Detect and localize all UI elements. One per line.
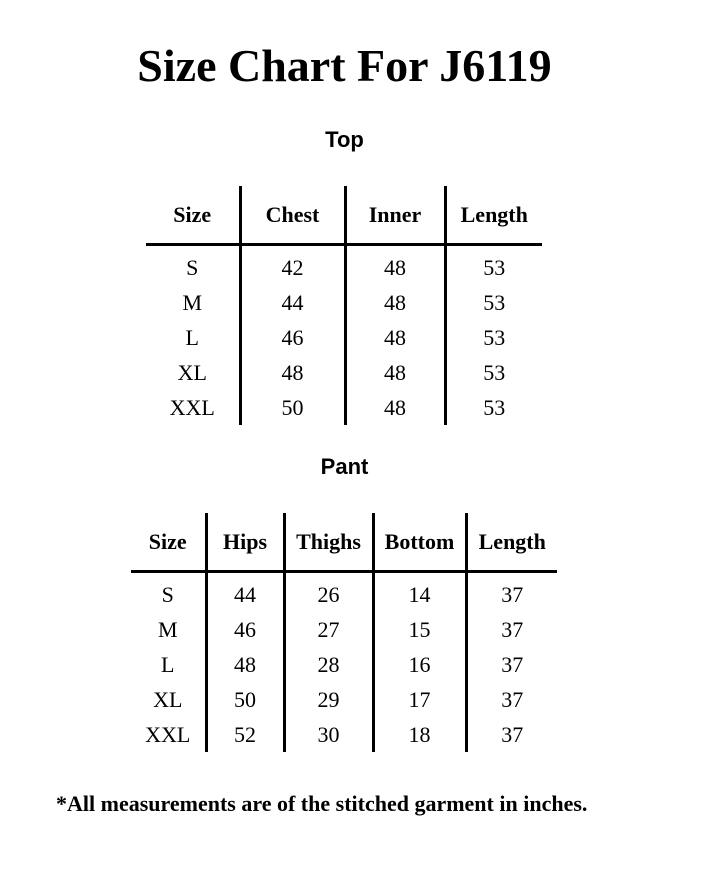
inner-cell: 48	[345, 320, 445, 355]
length-cell: 53	[445, 320, 542, 355]
inner-cell: 48	[345, 355, 445, 390]
size-cell: L	[161, 651, 175, 677]
column-header-size: Size	[146, 186, 240, 245]
table-row	[146, 320, 542, 355]
table-row	[146, 285, 542, 320]
hips-cell: 44	[206, 572, 284, 613]
length-cell: 53	[445, 390, 542, 425]
bottom-cell: 16	[373, 647, 466, 682]
pant-section-heading: Pant	[320, 454, 369, 479]
inner-cell: 48	[345, 245, 445, 286]
table-header-row	[146, 186, 542, 245]
table-row	[146, 245, 542, 286]
column-header-hips: Hips	[206, 513, 284, 572]
length-cell: 53	[445, 285, 542, 320]
chest-cell: 44	[240, 285, 345, 320]
hips-cell: 52	[206, 717, 284, 752]
thighs-cell: 27	[284, 612, 373, 647]
measurement-note: *All measurements are of the stitched garment in inches.	[56, 791, 588, 816]
table-row	[131, 717, 557, 752]
chest-cell: 48	[240, 355, 345, 390]
column-header-size: Size	[131, 513, 206, 572]
table-row	[131, 682, 557, 717]
length-cell: 37	[466, 612, 557, 647]
size-cell: M	[157, 616, 178, 642]
page-title: Size Chart For J6119	[137, 40, 552, 91]
size-cell: M	[182, 289, 203, 315]
size-cell: XL	[153, 686, 183, 712]
size-cell: XXL	[145, 721, 191, 747]
length-cell: 53	[445, 245, 542, 286]
bottom-cell: 14	[373, 572, 466, 613]
length-cell: 37	[466, 572, 557, 613]
hips-cell: 50	[206, 682, 284, 717]
thighs-cell: 29	[284, 682, 373, 717]
inner-cell: 48	[345, 390, 445, 425]
bottom-cell: 17	[373, 682, 466, 717]
size-cell: XXL	[169, 394, 215, 420]
column-header-chest: Chest	[240, 186, 345, 245]
chest-cell: 46	[240, 320, 345, 355]
table-row	[131, 572, 557, 613]
table-row	[146, 390, 542, 425]
thighs-cell: 26	[284, 572, 373, 613]
inner-cell: 48	[345, 285, 445, 320]
column-header-thighs: Thighs	[284, 513, 373, 572]
column-header-length: Length	[445, 186, 542, 245]
size-cell: L	[185, 324, 199, 350]
hips-cell: 48	[206, 647, 284, 682]
bottom-cell: 18	[373, 717, 466, 752]
bottom-cell: 15	[373, 612, 466, 647]
top-section-heading: Top	[325, 127, 364, 152]
length-cell: 37	[466, 647, 557, 682]
table-header-row	[131, 513, 557, 572]
thighs-cell: 30	[284, 717, 373, 752]
length-cell: 53	[445, 355, 542, 390]
column-header-bottom: Bottom	[373, 513, 466, 572]
top-size-table	[146, 186, 542, 425]
table-row	[131, 612, 557, 647]
length-cell: 37	[466, 682, 557, 717]
length-cell: 37	[466, 717, 557, 752]
size-cell: S	[186, 254, 199, 280]
column-header-length: Length	[466, 513, 557, 572]
size-cell: XL	[177, 359, 207, 385]
table-row	[131, 647, 557, 682]
hips-cell: 46	[206, 612, 284, 647]
table-row	[146, 355, 542, 390]
thighs-cell: 28	[284, 647, 373, 682]
column-header-inner: Inner	[345, 186, 445, 245]
size-cell: S	[161, 581, 174, 607]
pant-size-table	[131, 513, 557, 752]
chest-cell: 42	[240, 245, 345, 286]
chest-cell: 50	[240, 390, 345, 425]
